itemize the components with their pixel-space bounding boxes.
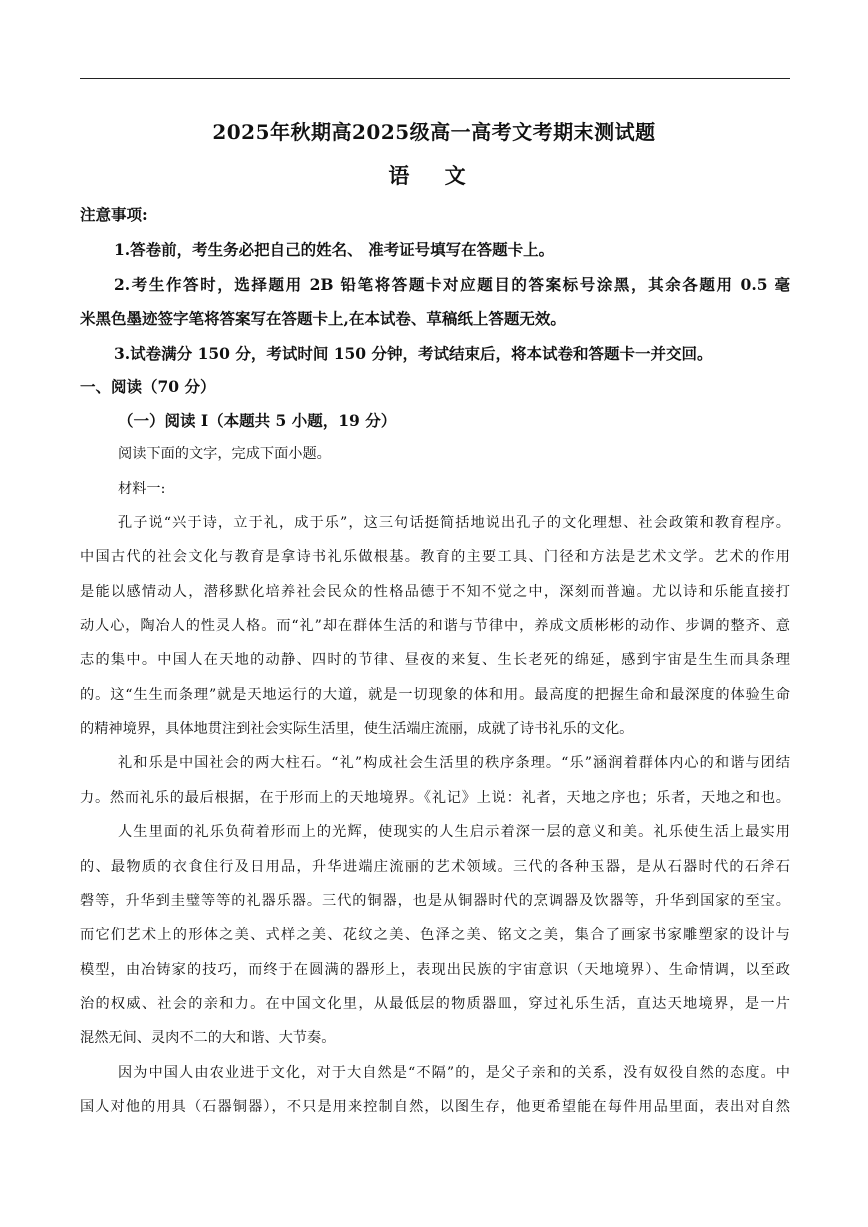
passage-line: 孔子说“兴于诗，立于礼，成于乐”，这三句话挺简括地说出孔子的文化理想、社会政策和教育程序。 bbox=[118, 515, 790, 531]
passage-line: 国人对他的用具（石器铜器），不只是用来控制自然，以图生存，他更希望能在每件用品里面，表出对自然 bbox=[80, 1099, 790, 1115]
sub-section-heading: （一）阅读 I（本题共 5 小题，19 分） bbox=[118, 411, 397, 430]
passage-line: 志的集中。中国人在天地的动静、四时的节律、昼夜的来复、生长老死的绵延，感到宇宙是生生而具条理 bbox=[80, 652, 790, 668]
subject-title: 语 文 bbox=[388, 163, 480, 188]
passage-line: 礼和乐是中国社会的两大柱石。“礼”构成社会生活里的秩序条理。“乐”涵润着群体内心的和谐与团结 bbox=[118, 755, 790, 771]
passage-line: 是能以感情动人，潜移默化培养社会民众的性格品德于不知不觉之中，深刻而普遍。尤以诗和乐能直接打 bbox=[80, 584, 790, 600]
notice-item-2-line-1: 2.考生作答时，选择题用 2B 铅笔将答题卡对应题目的答案标号涂黑，其余各题用 0.5 毫 bbox=[114, 275, 790, 294]
passage-line: 中国古代的社会文化与教育是拿诗书礼乐做根基。教育的主要工具、门径和方法是艺术文学。艺术的作用 bbox=[80, 549, 790, 565]
notice-item-3: 3.试卷满分 150 分，考试时间 150 分钟，考试结束后，将本试卷和答题卡一并交回。 bbox=[114, 344, 713, 363]
section-heading: 一、阅读（70 分） bbox=[80, 377, 216, 396]
instruction-text: 阅读下面的文字，完成下面小题。 bbox=[118, 446, 331, 462]
notice-item-2-line-2: 米黑色墨迹签字笔将答案写在答题卡上,在本试卷、草稿纸上答题无效。 bbox=[80, 309, 566, 328]
passage-line: 混然无间、灵肉不二的大和谐、大节奏。 bbox=[80, 1030, 336, 1046]
passage-line: 磬等，升华到圭璧等等的礼器乐器。三代的铜器，也是从铜器时代的烹调器及饮器等，升华到国家的至宝。 bbox=[80, 893, 790, 909]
passage-line: 的精神境界，具体地贯注到社会实际生活里，使生活端庄流丽，成就了诗书礼乐的文化。 bbox=[80, 721, 634, 737]
material-label: 材料一: bbox=[118, 481, 166, 497]
header-rule bbox=[80, 78, 790, 79]
passage-line: 因为中国人由农业进于文化，对于大自然是“不隔”的，是父子亲和的关系，没有奴役自然的态度。中 bbox=[118, 1065, 790, 1081]
passage-line: 的。这“生生而条理”就是天地运行的大道，就是一切现象的体和用。最高度的把握生命和最深度的体验生命 bbox=[80, 687, 790, 703]
passage-line: 模型，由冶铸家的技巧，而终于在圆满的器形上，表现出民族的宇宙意识（天地境界）、生命情调，以至政 bbox=[80, 962, 790, 978]
passage-line: 而它们艺术上的形体之美、式样之美、花纹之美、色泽之美、铭文之美，集合了画家书家雕塑家的设计与 bbox=[80, 927, 790, 943]
notice-item-1: 1.答卷前，考生务必把自己的姓名、 准考证号填写在答题卡上。 bbox=[114, 240, 555, 259]
passage-line: 动人心，陶冶人的性灵人格。而“礼”却在群体生活的和谐与节律中，养成文质彬彬的动作、步调的整齐、意 bbox=[80, 618, 790, 634]
notice-heading: 注意事项: bbox=[80, 205, 148, 224]
passage-line: 的、最物质的衣食住行及日用品，升华进端庄流丽的艺术领域。三代的各种玉器，是从石器时代的石斧石 bbox=[80, 859, 790, 875]
passage-line: 力。然而礼乐的最后根据，在于形而上的天地境界。《礼记》上说：礼者，天地之序也；乐者，天地之和也。 bbox=[80, 790, 790, 806]
passage-line: 治的权威、社会的亲和力。在中国文化里，从最低层的物质器皿，穿过礼乐生活，直达天地境界，是一片 bbox=[80, 996, 790, 1012]
passage-line: 人生里面的礼乐负荷着形而上的光辉，使现实的人生启示着深一层的意义和美。礼乐使生活上最实用 bbox=[118, 824, 790, 840]
exam-title: 2025年秋期高2025级高一高考文考期末测试题 bbox=[212, 120, 656, 144]
